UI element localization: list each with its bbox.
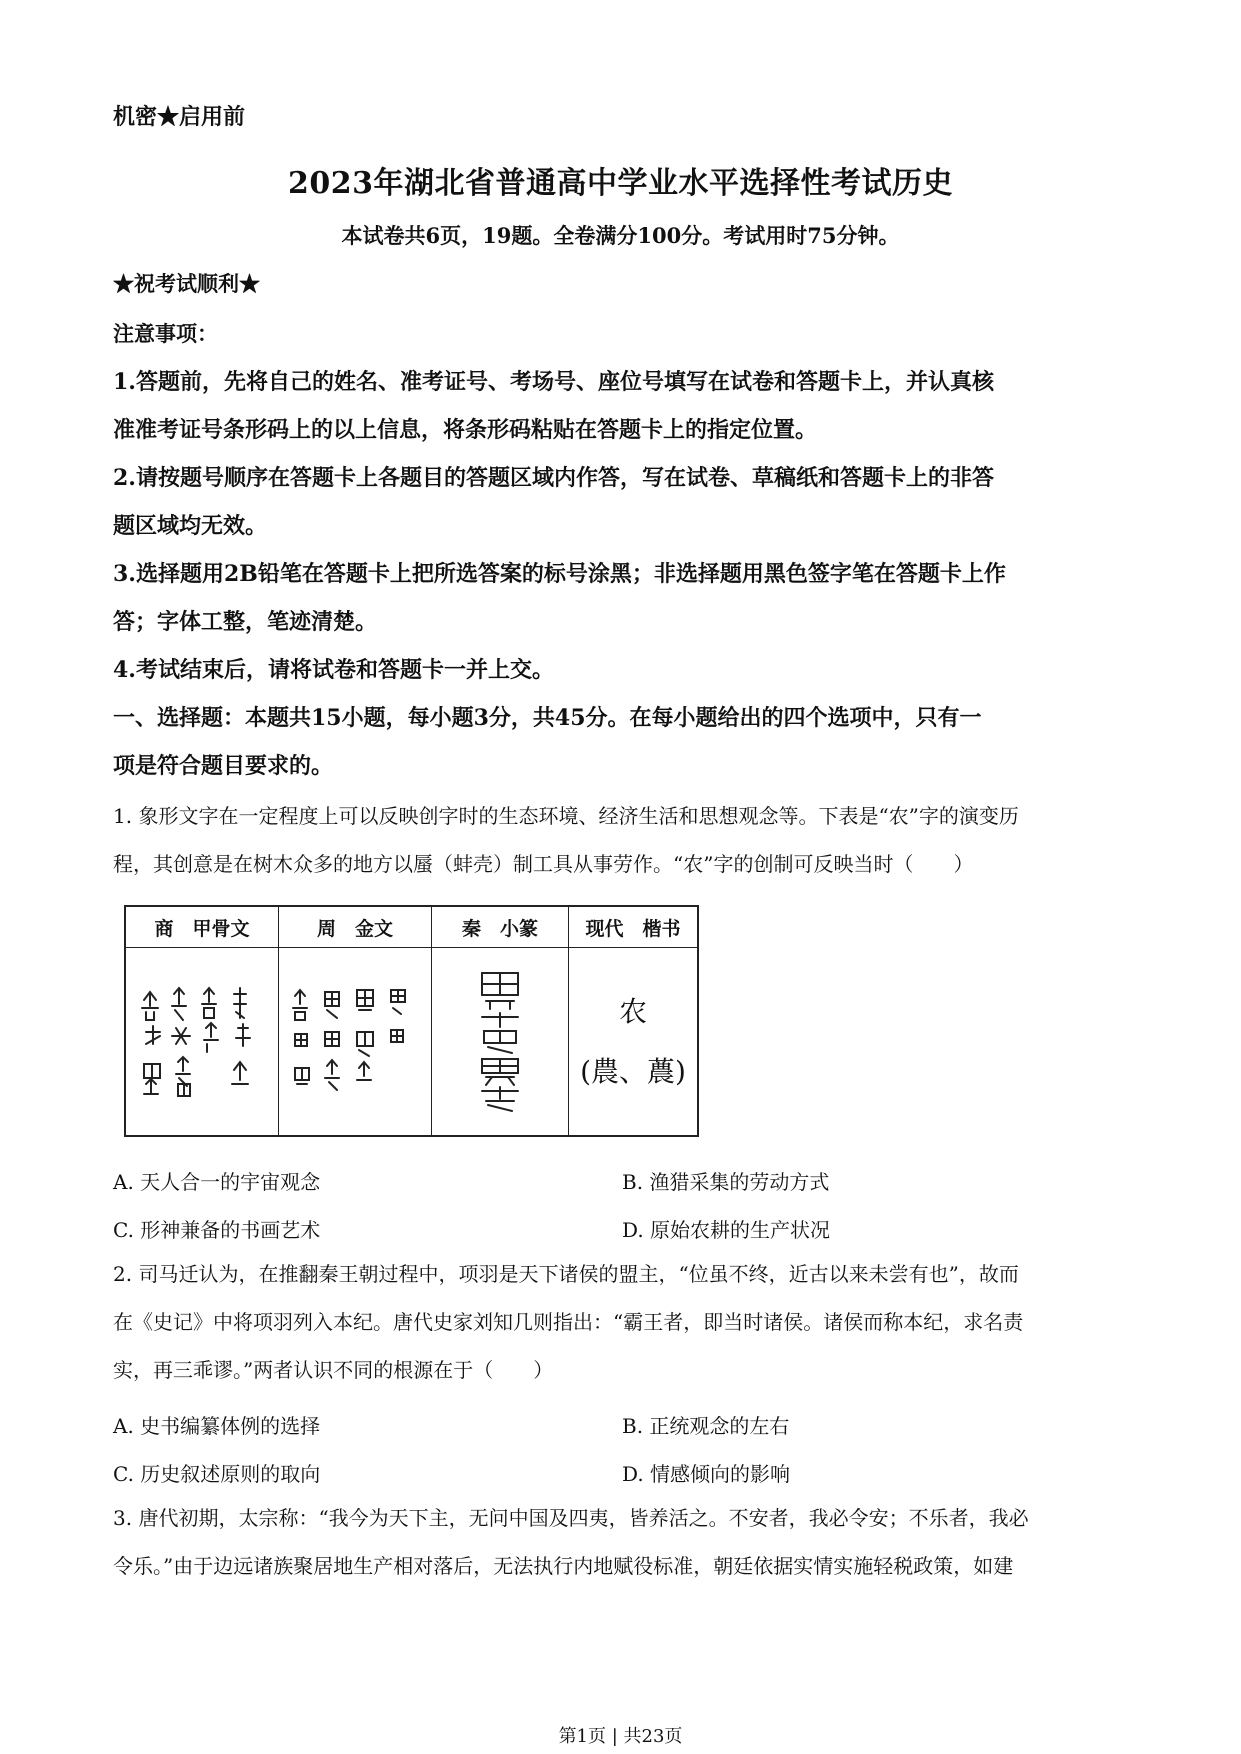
section-heading-line1: 一、选择题：本题共15小题，每小题3分，共45分。在每小题给出的四个选项中，只有一 [113, 705, 982, 731]
q1-option-c[interactable]: C. 形神兼备的书画艺术 [113, 1218, 321, 1242]
notice-item-2 [113, 454, 1123, 550]
confidential-label: 机密★启用前 [113, 104, 246, 130]
notice-item-2-line1: 2.请按题号顺序在答题卡上各题目的答题区域内作答，写在试卷、草稿纸和答题卡上的非答 [113, 465, 994, 491]
question-2-line1: 2. 司马迁认为，在推翻秦王朝过程中，项羽是天下诸侯的盟主，“位虽不终，近古以来未尝有也”，故而 [113, 1262, 1019, 1286]
section-heading-line2: 项是符合题目要求的。 [113, 753, 334, 779]
small-seal-glyphs-drawing [460, 965, 540, 1115]
q1-option-b[interactable]: B. 渔猎采集的劳动方式 [622, 1170, 830, 1194]
q2-option-b[interactable]: B. 正统观念的左右 [622, 1414, 790, 1438]
header-regular-script: 现代 楷书 [569, 906, 699, 948]
notice-item-4 [113, 646, 1123, 694]
section-heading [113, 694, 1123, 790]
q2-option-a[interactable]: A. 史书编纂体例的选择 [113, 1414, 321, 1438]
question-3-line1: 3. 唐代初期，太宗称：“我今为天下主，无问中国及四夷，皆养活之。不安者，我必令安；不乐者，我必 [113, 1506, 1029, 1530]
kaishu-character: 农 [618, 994, 647, 1028]
question-1-line2: 程，其创意是在树木众多的地方以蜃（蚌壳）制工具从事劳作。“农”字的创制可反映当时（ ） [113, 852, 974, 876]
question-2-line2: 在《史记》中将项羽列入本纪。唐代史家刘知几则指出：“霸王者，即当时诸侯。诸侯而称本纪，求名责 [113, 1310, 1024, 1334]
notice-heading: 注意事项： [113, 321, 218, 346]
notice-item-2-line2: 题区域均无效。 [113, 513, 268, 539]
small-seal-glyphs-image [432, 948, 569, 1137]
q1-option-a[interactable]: A. 天人合一的宇宙观念 [113, 1170, 321, 1194]
q2-option-d[interactable]: D. 情感倾向的影响 [622, 1462, 791, 1486]
question-3-line2: 令乐。”由于边远诸族聚居地生产相对落后，无法执行内地赋役标准，朝廷依据实情实施轻税政策，如建 [113, 1554, 1014, 1578]
oracle-bone-glyphs-image [125, 948, 279, 1137]
oracle-bone-glyphs-drawing [132, 980, 272, 1100]
notice-item-4-line1: 4.考试结束后，请将试卷和答题卡一并上交。 [113, 657, 554, 683]
table-glyph-row [125, 948, 698, 1137]
bronze-glyphs-image [279, 948, 432, 1137]
page-footer: 第1页 | 共23页 [558, 1726, 683, 1747]
question-3-stem [113, 1494, 1128, 1590]
regular-script-cell [569, 948, 699, 1137]
character-evolution-table [124, 905, 699, 1137]
question-1-line1: 1. 象形文字在一定程度上可以反映创字时的生态环境、经济生活和思想观念等。下表是“农”字的演变历 [113, 804, 1019, 828]
notice-item-1-line2: 准准考证号条形码上的以上信息，将条形码粘贴在答题卡上的指定位置。 [113, 417, 818, 443]
header-bronze: 周 金文 [279, 906, 432, 948]
header-oracle-bone: 商 甲骨文 [125, 906, 279, 948]
question-1-stem [113, 792, 1128, 888]
kaishu-variants: (農、蕽) [580, 1054, 686, 1088]
notice-item-1 [113, 358, 1123, 454]
q2-option-c[interactable]: C. 历史叙述原则的取向 [113, 1462, 321, 1486]
question-2-line3: 实，再三乖谬。”两者认识不同的根源在于（ ） [113, 1358, 554, 1382]
table-header-row [125, 906, 698, 948]
good-luck-line: ★祝考试顺利★ [113, 271, 260, 296]
question-2-stem [113, 1250, 1128, 1394]
exam-subtitle: 本试卷共6页，19题。全卷满分100分。考试用时75分钟。 [341, 223, 900, 248]
notice-item-3-line1: 3.选择题用2B铅笔在答题卡上把所选答案的标号涂黑；非选择题用黑色签字笔在答题卡上作 [113, 561, 1006, 587]
notice-item-1-line1: 1.答题前，先将自己的姓名、准考证号、考场号、座位号填写在试卷和答题卡上，并认真核 [113, 369, 994, 395]
header-small-seal: 秦 小篆 [432, 906, 569, 948]
exam-title: 2023年湖北省普通高中学业水平选择性考试历史 [288, 166, 953, 201]
q1-option-d[interactable]: D. 原始农耕的生产状况 [622, 1218, 831, 1242]
bronze-glyphs-drawing [285, 980, 425, 1100]
notice-item-3 [113, 550, 1123, 646]
notice-item-3-line2: 答；字体工整，笔迹清楚。 [113, 609, 378, 635]
